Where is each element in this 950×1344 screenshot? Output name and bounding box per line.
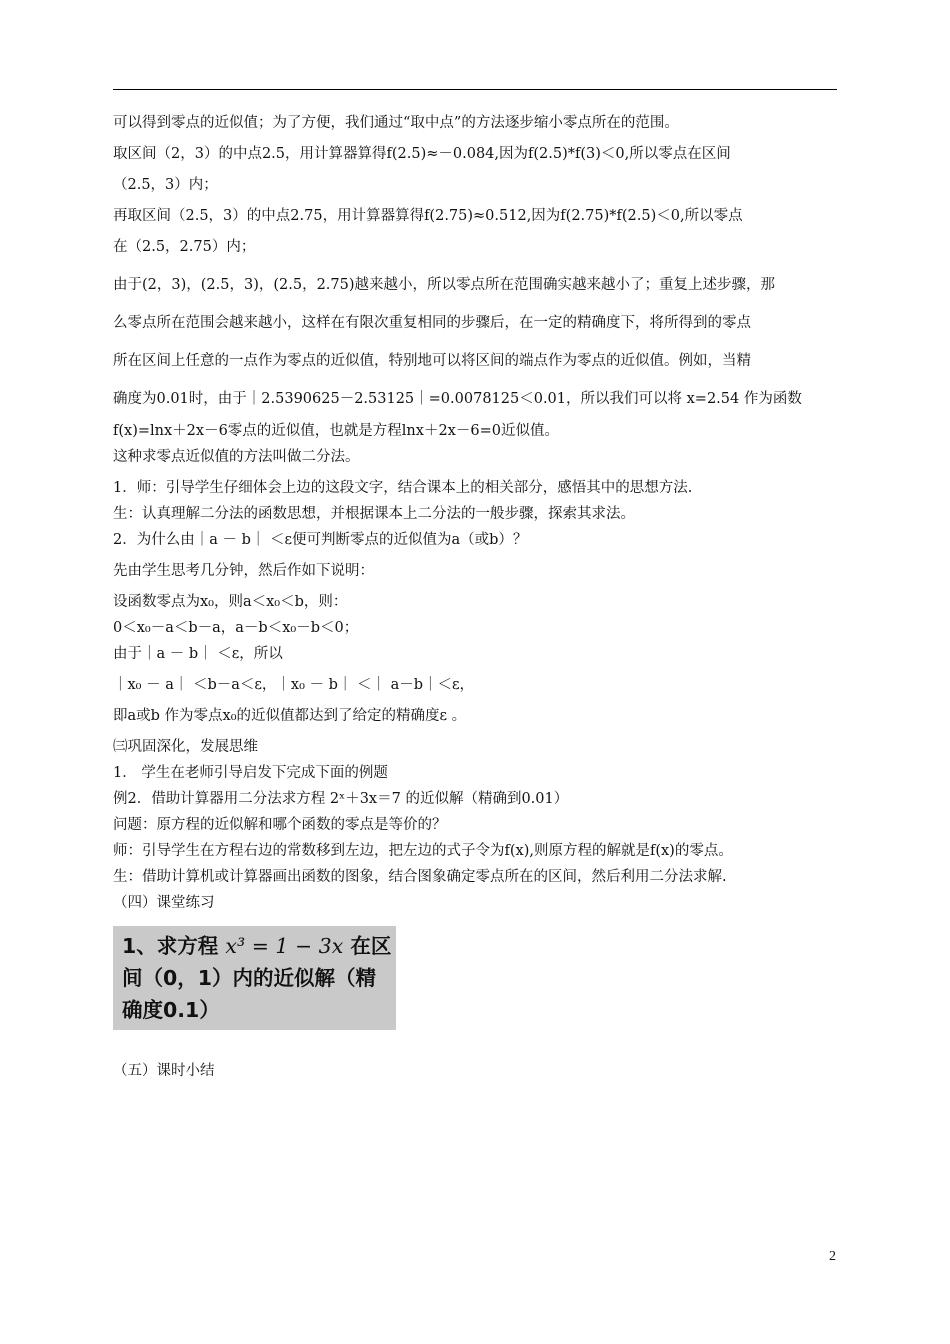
text-line: 2．为什么由｜a － b｜ ＜ε便可判断零点的近似值为a（或b）？	[113, 532, 528, 548]
section-heading: （五）课时小结	[113, 1063, 215, 1079]
page-number: 2	[829, 1249, 836, 1264]
text-line: f(x)=lnx＋2x－6零点的近似值，也就是方程lnx＋2x－6=0近似值。	[113, 423, 559, 439]
text-line: 由于(2，3)，(2.5，3)，(2.5，2.75)越来越小，所以零点所在范围确实越来越小了；重复上述步骤，那	[113, 277, 776, 293]
text-line: 生：借助计算机或计算器画出函数的图象，结合图象确定零点所在的区间，然后利用二分法求解.	[113, 869, 727, 885]
header-rule	[113, 89, 837, 90]
text-line: 即a或b 作为零点x₀的近似值都达到了给定的精确度ε 。	[113, 708, 467, 724]
text-line: （2.5，3）内；	[113, 177, 218, 193]
text-line: 可以得到零点的近似值；为了方便，我们通过“取中点”的方法逐步缩小零点所在的范围。	[113, 115, 679, 131]
text-line: 所在区间上任意的一点作为零点的近似值，特别地可以将区间的端点作为零点的近似值。例如，当精	[113, 353, 751, 369]
text-line: 例2．借助计算器用二分法求方程 2ˣ＋3x＝7 的近似解（精确到0.01）	[113, 791, 569, 807]
text-line: 生：认真理解二分法的函数思想，并根据课本上二分法的一般步骤，探索其求法。	[113, 506, 635, 522]
document-body	[113, 105, 839, 1081]
text-line: 先由学生思考几分钟，然后作如下说明：	[113, 563, 374, 579]
section-heading: ㈢巩固深化，发展思维	[113, 739, 258, 755]
text-line: 么零点所在范围会越来越小，这样在有限次重复相同的步骤后，在一定的精确度下，将所得到的零点	[113, 315, 751, 331]
text-line: 问题：原方程的近似解和哪个函数的零点是等价的？	[113, 817, 447, 833]
section-heading: （四）课堂练习	[113, 895, 215, 911]
exercise-line-3: 确度0.1）	[122, 998, 220, 1022]
text-line: 1． 学生在老师引导启发下完成下面的例题	[113, 765, 388, 781]
text-line: 在（2.5，2.75）内；	[113, 239, 256, 255]
text-line: 设函数零点为x₀，则a＜x₀＜b，则：	[113, 594, 348, 610]
text-line: 师：引导学生在方程右边的常数移到左边，把左边的式子令为f(x),则原方程的解就是f(x)的零点。	[113, 843, 733, 859]
text-line: 这种求零点近似值的方法叫做二分法。	[113, 449, 360, 465]
text-line: ｜x₀ － a｜ ＜b－a＜ε，｜x₀ － b｜ ＜｜ a－b｜＜ε，	[113, 677, 475, 693]
text-line: 1．师：引导学生仔细体会上边的这段文字，结合课本上的相关部分，感悟其中的思想方法.	[113, 480, 693, 496]
text-line: 再取区间（2.5，3）的中点2.75，用计算器算得f(2.75)≈0.512,因为f(2.75)*f(2.5)＜0,所以零点	[113, 208, 743, 224]
equation: x³ = 1 − 3x	[225, 934, 344, 958]
text-line: 确度为0.01时，由于｜2.5390625－2.53125｜=0.0078125＜0.01，所以我们可以将 x=2.54 作为函数	[113, 391, 802, 407]
exercise-line-2: 间（0，1）内的近似解（精	[122, 966, 377, 990]
text-line: 0＜x₀－a＜b－a，a－b＜x₀－b＜0；	[113, 620, 359, 636]
text-line: 由于｜a － b｜ ＜ε，所以	[113, 646, 283, 662]
text-line: 取区间（2，3）的中点2.5，用计算器算得f(2.5)≈－0.084,因为f(2.5)*f(3)＜0,所以零点在区间	[113, 146, 731, 162]
exercise-line-1: 1、求方程 x³ = 1 − 3x 在区	[122, 934, 392, 958]
exercise-box	[113, 926, 396, 1030]
